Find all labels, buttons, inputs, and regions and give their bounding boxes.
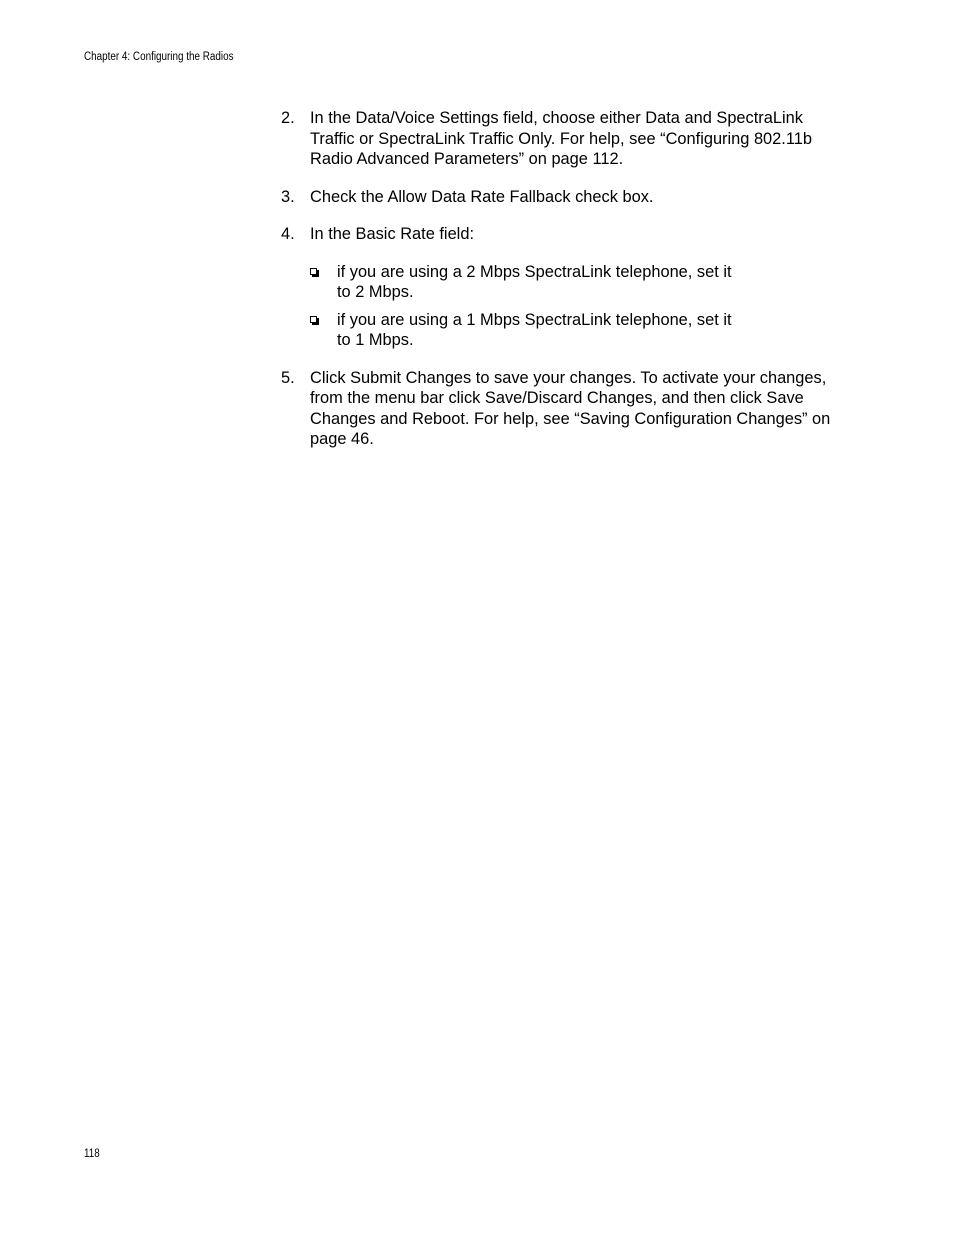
step-item <box>280 187 850 208</box>
sub-item-text: if you are using a 2 Mbps SpectraLink telephone, set it to 2 Mbps. <box>337 262 732 301</box>
step-text: Check the Allow Data Rate Fallback check box. <box>310 187 654 206</box>
step-item <box>280 224 850 245</box>
step-text: Click Submit Changes to save your changes. To activate your changes, from the menu bar click Save/Discard Changes, and then click Save Changes and Reboot. For help, see “Saving Configuration Changes” on page 46. <box>310 368 831 448</box>
step-text: In the Basic Rate field: <box>310 225 474 243</box>
running-header: Chapter 4: Configuring the Radios <box>84 51 234 63</box>
sub-item-list <box>309 262 749 351</box>
step-item <box>280 368 850 450</box>
procedure-steps <box>280 108 850 450</box>
sub-list-item <box>309 262 749 303</box>
step-text: In the Data/Voice Settings field, choose either Data and SpectraLink Traffic or SpectraLink Traffic Only. For help, see “Configuring 802.11b Radio Advanced Parameters” on page 112. <box>310 109 812 168</box>
step-number: 2. <box>281 109 295 127</box>
checkbox-bullet-icon <box>310 268 317 275</box>
step-number: 3. <box>281 187 295 206</box>
page-number: 118 <box>84 1148 100 1160</box>
sub-item-text: if you are using a 1 Mbps SpectraLink telephone, set it to 1 Mbps. <box>337 310 732 349</box>
step-number: 5. <box>281 368 295 387</box>
step-item <box>280 108 850 170</box>
step-number: 4. <box>281 225 295 243</box>
checkbox-bullet-icon <box>310 316 317 323</box>
sub-list-item <box>309 310 749 351</box>
